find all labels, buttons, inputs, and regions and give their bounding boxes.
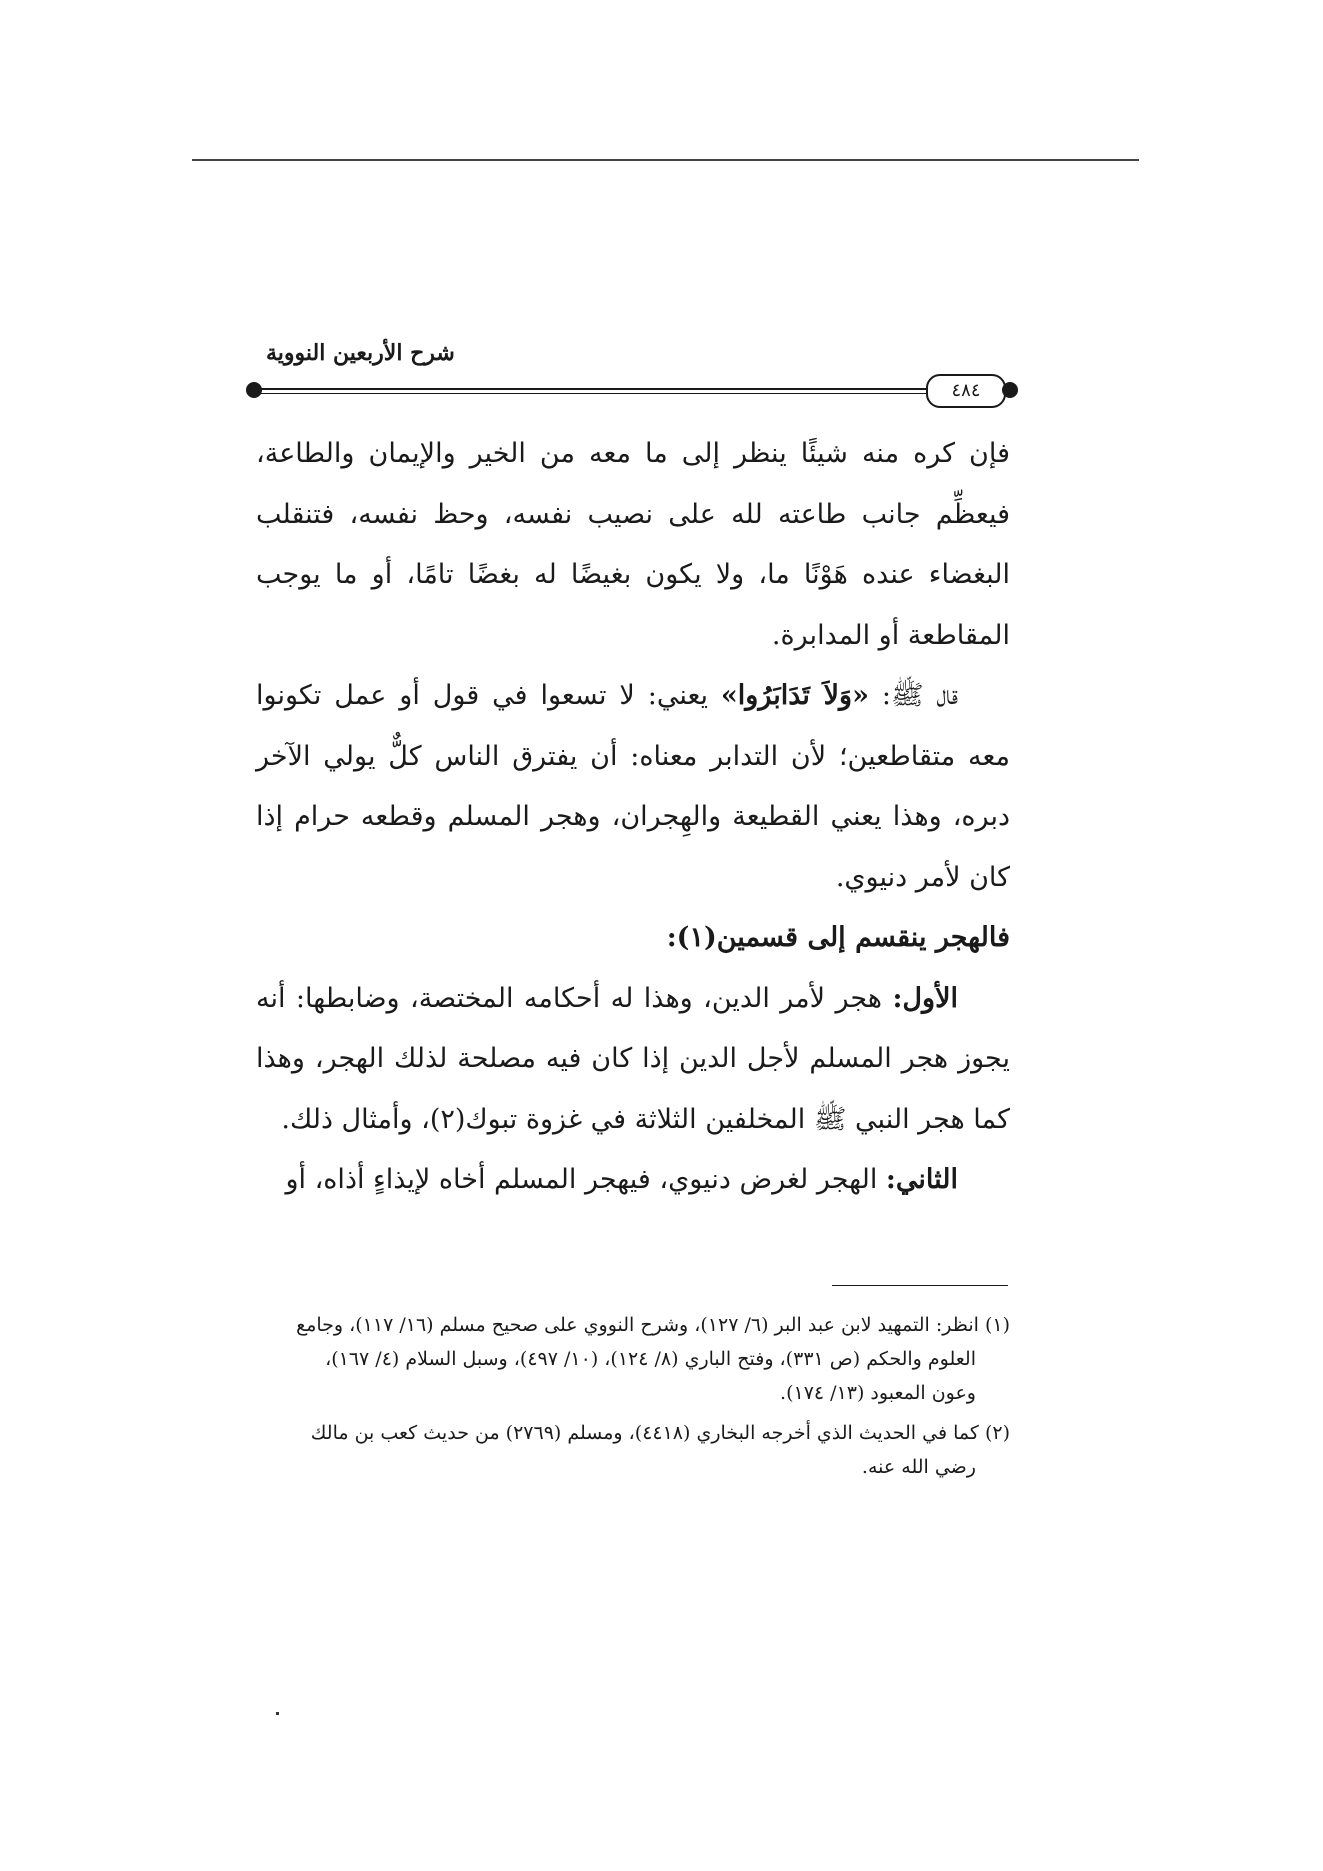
section-heading: فالهجر ينقسم إلى قسمين(١):	[666, 922, 1010, 953]
header-dot-left	[246, 382, 262, 398]
paragraph-3	[256, 969, 1010, 1151]
scan-top-rule	[192, 159, 1139, 161]
paragraph-1: فإن كره منه شيئًا ينظر إلى ما معه من الخير والإيمان والطاعة، فيعظِّم جانب طاعته لله على نصيب نفسه، وحظ نفسه، فتنقلب البغضاء عنده هَوْنًا ما، ولا يكون بغيضًا له بغضًا تامًا، أو ما يوجب المقاطعة أو المدابرة.	[256, 438, 1010, 651]
paragraph-4-text: الهجر لغرض دنيوي، فيهجر المسلم أخاه لإيذاءٍ أذاه، أو	[285, 1164, 886, 1195]
page-header	[246, 340, 1018, 410]
paragraph-4	[256, 1150, 1010, 1211]
paragraph-3-text: هجر لأمر الدين، وهذا له أحكامه المختصة، وضابطها: أنه يجوز هجر المسلم لأجل الدين إذا كان فيه مصلحة لذلك الهجر، وهذا كما هجر النبي ﷺ المخلفين الثلاثة في غزوة تبوك(٢)، وأمثال ذلك.	[256, 982, 1010, 1135]
footnote-1	[256, 1308, 1010, 1410]
first-label: الأول:	[892, 982, 958, 1014]
scan-speck	[276, 1712, 279, 1715]
footnote-1-line-2: العلوم والحكم (ص ٣٣١)، وفتح الباري (٨/ ١٢٤)، (١٠/ ٤٩٧)، وسبل السلام (٤/ ١٦٧)،	[325, 1348, 976, 1370]
footnote-2-line-1: (٢) كما في الحديث الذي أخرجه البخاري (٤٤١٨)، ومسلم (٢٧٦٩) من حديث كعب بن مالك	[310, 1422, 1010, 1444]
footnote-2	[256, 1416, 1010, 1484]
main-text	[256, 424, 1010, 1211]
second-label: الثاني:	[885, 1164, 958, 1195]
hadith-quote: «وَلاَ تَدَابَرُوا»	[720, 680, 869, 711]
paragraph-2-intro: قال ﷺ:	[868, 680, 959, 711]
page-number: ٤٨٤	[926, 374, 1006, 408]
book-title: شرح الأربعين النووية	[266, 340, 455, 366]
footnote-1-line-1: (١) انظر: التمهيد لابن عبد البر (٦/ ١٢٧)، وشرح النووي على صحيح مسلم (١٦/ ١١٧)، وجامع	[296, 1314, 1010, 1336]
paragraph-2	[256, 666, 1010, 908]
footnote-1-line-3: وعون المعبود (١٣/ ١٧٤).	[780, 1382, 976, 1404]
header-divider	[256, 388, 940, 394]
paragraph-2-rest: يعني: لا تسعوا في قول أو عمل تكونوا معه متقاطعين؛ لأن التدابر معناه: أن يفترق الناس كلٌّ يولي الآخر دبره، وهذا يعني القطيعة والهِجران، وهجر المسلم وقطعه حرام إذا كان لأمر دنيوي.	[256, 680, 1010, 893]
footnote-separator	[832, 1285, 1008, 1286]
header-dot-right	[1002, 382, 1018, 398]
footnotes	[256, 1308, 1010, 1490]
footnote-2-line-2: رضي الله عنه.	[861, 1456, 976, 1478]
